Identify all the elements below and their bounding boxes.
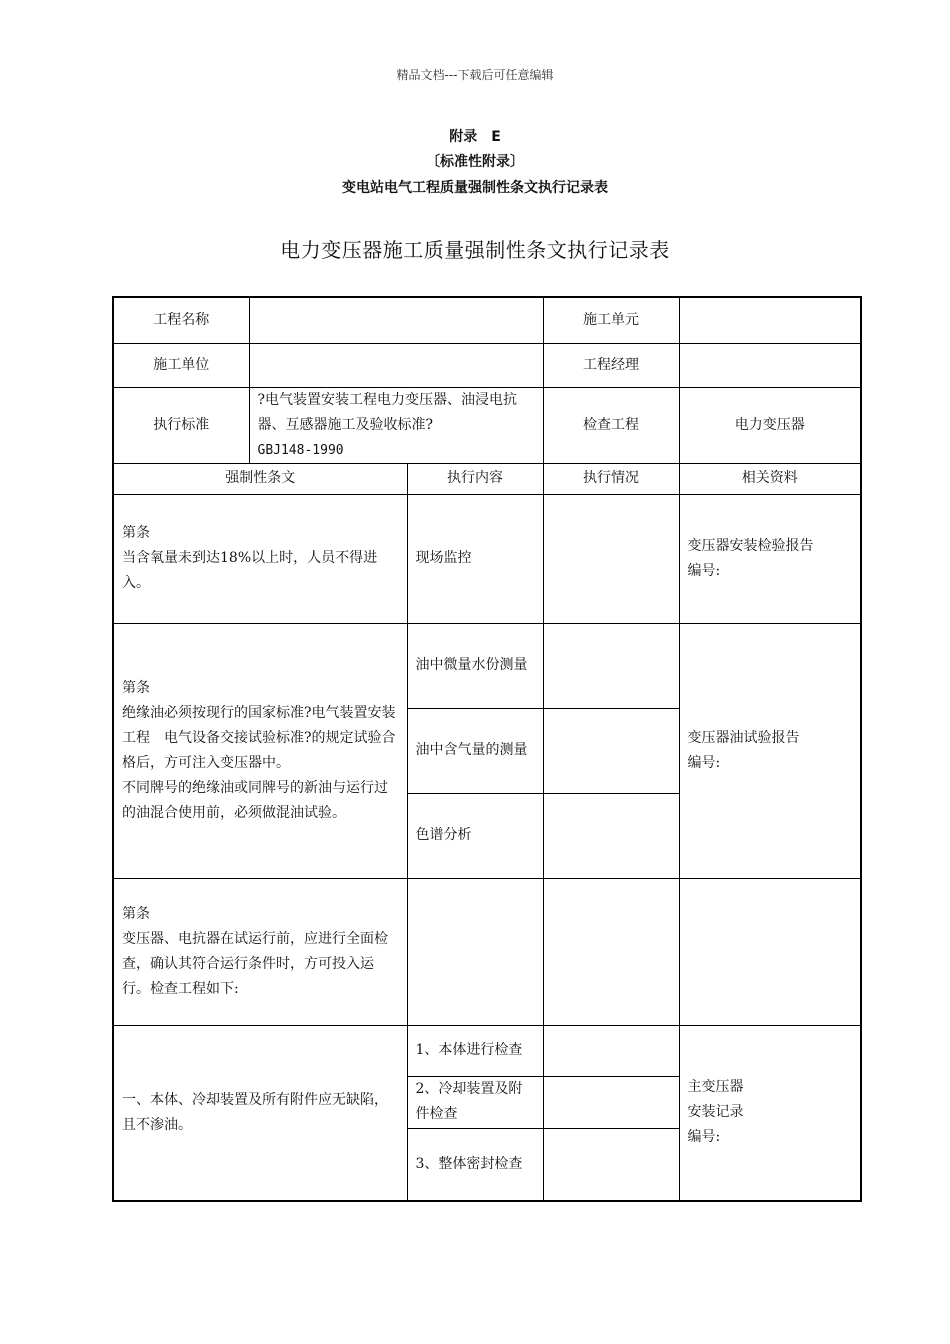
content-cell: 3、整体密封检查 xyxy=(407,1128,543,1201)
manager-label: 工程经理 xyxy=(543,343,679,387)
status-cell[interactable] xyxy=(543,623,679,708)
docs-cell xyxy=(679,878,861,1025)
docs-line: 变压器安装检验报告 xyxy=(687,537,814,554)
docs-cell xyxy=(679,494,861,623)
table-row xyxy=(113,623,861,708)
docs-line: 编号: xyxy=(687,754,721,771)
docs-cell xyxy=(679,1025,861,1201)
standard-label: 执行标准 xyxy=(113,387,249,463)
table-row xyxy=(113,297,861,343)
status-cell[interactable] xyxy=(543,878,679,1025)
clause-text: 绝缘油必须按现行的国家标准?电气装置安装工程 电气设备交接试验标准?的规定试验合格后，方可注入变压器中。 xyxy=(122,704,396,771)
header-content: 执行内容 xyxy=(407,463,543,494)
status-cell[interactable] xyxy=(543,1128,679,1201)
clause-number: 第条 xyxy=(122,905,150,922)
docs-cell xyxy=(679,623,861,878)
page-header-note: 精品文档---下载后可任意编辑 xyxy=(396,68,554,82)
header-docs: 相关资料 xyxy=(679,463,861,494)
docs-line: 编号: xyxy=(687,1129,721,1146)
content-cell xyxy=(407,878,543,1025)
clause-text: 变压器、电抗器在试运行前，应进行全面检查，确认其符合运行条件时，方可投入运行。检查工程如下: xyxy=(122,930,388,997)
clause-text: 当含氧量未到达18%以上时，人员不得进入。 xyxy=(122,550,378,591)
company-label: 施工单位 xyxy=(113,343,249,387)
table-row xyxy=(113,387,861,463)
unit-label: 施工单元 xyxy=(543,297,679,343)
status-cell[interactable] xyxy=(543,708,679,793)
status-cell[interactable] xyxy=(543,793,679,878)
appendix-type: 〔标准性附录〕 xyxy=(426,154,524,170)
appendix-title: 变电站电气工程质量强制性条文执行记录表 xyxy=(342,180,608,196)
status-cell[interactable] xyxy=(543,1076,679,1128)
check-label: 检查工程 xyxy=(543,387,679,463)
content-cell: 油中含气量的测量 xyxy=(407,708,543,793)
table-row xyxy=(113,1025,861,1076)
standard-value xyxy=(249,387,543,463)
status-cell[interactable] xyxy=(543,494,679,623)
table-row xyxy=(113,878,861,1025)
clause-cell: 一、本体、冷却装置及所有附件应无缺陷，且不渗油。 xyxy=(113,1025,407,1201)
standard-text: ?电气装置安装工程电力变压器、油浸电抗器、互感器施工及验收标准? xyxy=(257,391,518,433)
table-header-row xyxy=(113,463,861,494)
clause-number: 第条 xyxy=(122,679,150,696)
docs-line: 主变压器 xyxy=(687,1079,744,1096)
project-name-value[interactable] xyxy=(249,297,543,343)
clause-text: 不同牌号的绝缘油或同牌号的新油与运行过的油混合使用前，必须做混油试验。 xyxy=(122,779,388,821)
appendix-label: 附录 E xyxy=(449,129,501,145)
status-cell[interactable] xyxy=(543,1025,679,1076)
docs-line: 变压器油试验报告 xyxy=(687,729,800,746)
clause-cell xyxy=(113,878,407,1025)
header-clause: 强制性条文 xyxy=(113,463,407,494)
content-cell: 2、冷却装置及附件检查 xyxy=(407,1076,543,1128)
company-value[interactable] xyxy=(249,343,543,387)
clause-cell xyxy=(113,494,407,623)
content-cell: 油中微量水份测量 xyxy=(407,623,543,708)
check-value: 电力变压器 xyxy=(679,387,861,463)
content-cell: 现场监控 xyxy=(407,494,543,623)
clause-number: 第条 xyxy=(122,525,150,541)
unit-value[interactable] xyxy=(679,297,861,343)
table-row xyxy=(113,494,861,623)
standard-code: GBJ148-1990 xyxy=(257,442,344,458)
content-cell: 1、本体进行检查 xyxy=(407,1025,543,1076)
record-table xyxy=(112,296,862,1202)
docs-line: 编号: xyxy=(687,562,721,579)
manager-value[interactable] xyxy=(679,343,861,387)
page-title: 电力变压器施工质量强制性条文执行记录表 xyxy=(280,238,670,262)
clause-cell xyxy=(113,623,407,878)
project-name-label: 工程名称 xyxy=(113,297,249,343)
header-status: 执行情况 xyxy=(543,463,679,494)
content-cell: 色谱分析 xyxy=(407,793,543,878)
table-row xyxy=(113,343,861,387)
docs-line: 安装记录 xyxy=(687,1104,744,1121)
